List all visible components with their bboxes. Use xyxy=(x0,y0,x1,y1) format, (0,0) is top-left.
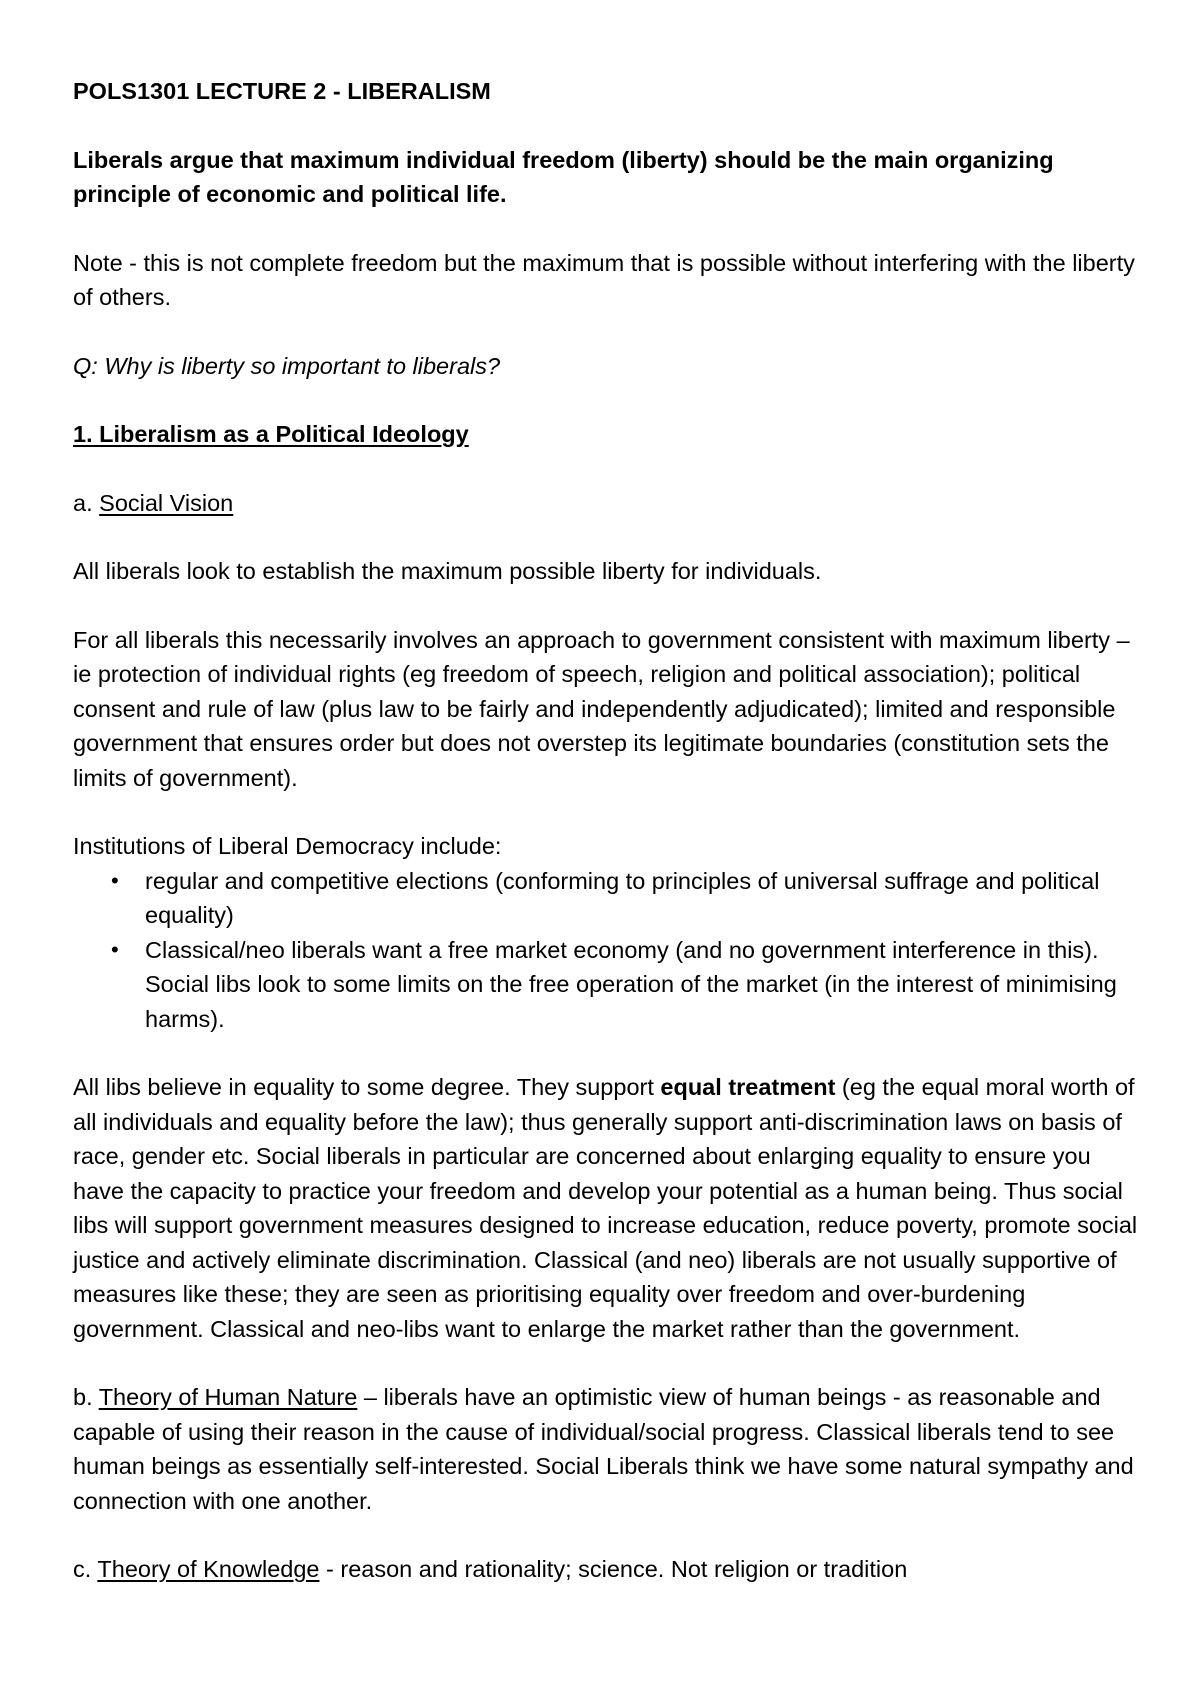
document-page xyxy=(73,74,1143,1587)
bullet-icon: • xyxy=(111,867,119,893)
subsection-c-label: Theory of Knowledge xyxy=(97,1556,320,1582)
intro-statement: Liberals argue that maximum individual freedom (liberty) should be the main organizing principle of economic and political life. xyxy=(73,146,1054,207)
question-line: Q: Why is liberty so important to liberals? xyxy=(73,352,501,379)
subsection-b-label: Theory of Human Nature xyxy=(98,1384,358,1410)
document-title: POLS1301 LECTURE 2 - LIBERALISM xyxy=(73,78,491,104)
equality-text-before: All libs believe in equality to some degree. They support xyxy=(73,1074,661,1100)
note-paragraph: Note - this is not complete freedom but the maximum that is possible without interfering with the liberty of others. xyxy=(73,249,1135,310)
bullet-icon: • xyxy=(111,936,119,962)
equal-treatment-term: equal treatment xyxy=(660,1074,836,1100)
subsection-c-text: - reason and rationality; science. Not religion or tradition xyxy=(319,1556,908,1582)
social-vision-paragraph-2: For all liberals this necessarily involves an approach to government consistent with maximum liberty – ie protection of individual rights (eg freedom of speech, religion and political association); political consent and rule of law (plus law to be fairly and independently adjudicated); limited and responsible government that ensures order but does not overstep its legitimate boundaries (constitution sets the limits of government). xyxy=(73,626,1130,791)
human-nature-paragraph xyxy=(73,1380,1143,1518)
institutions-intro: Institutions of Liberal Democracy include: xyxy=(73,833,502,859)
equality-paragraph xyxy=(73,1070,1143,1346)
section-heading: 1. Liberalism as a Political Ideology xyxy=(73,421,469,447)
subsection-b-prefix: b. xyxy=(73,1384,99,1410)
knowledge-paragraph xyxy=(73,1552,1143,1587)
list-item xyxy=(73,864,1143,933)
equality-text-after: (eg the equal moral worth of all individuals and equality before the law); thus generally support anti-discrimination laws on basis of race, gender etc. Social liberals in particular are concerned about enlarging equality to ensure you have the capacity to practice your freedom and develop your potential as a human being. Thus social libs will support government measures designed to increase education, reduce poverty, promote social justice and actively eliminate discrimination. Classical (and neo) liberals are not usually supportive of measures like these; they are seen as prioritising equality over freedom and over-burdening government. Classical and neo-libs want to enlarge the market rather than the government. xyxy=(73,1074,1138,1342)
social-vision-paragraph-1: All liberals look to establish the maximum possible liberty for individuals. xyxy=(73,558,822,584)
subsection-c-prefix: c. xyxy=(73,1556,98,1582)
institutions-list xyxy=(73,864,1143,1037)
list-item-text: Classical/neo liberals want a free market economy (and no government interference in this). Social libs look to some limits on the free operation of the market (in the interest of minimising harms). xyxy=(145,936,1117,1032)
subsection-a-label: Social Vision xyxy=(99,489,234,516)
subsection-a-prefix: a. xyxy=(73,489,100,516)
subsection-b-text: – liberals have an optimistic view of human beings - as reasonable and capable of using their reason in the cause of individual/social progress. Classical liberals tend to see human beings as essentially self-interested. Social Liberals think we have some natural sympathy and connection with one another. xyxy=(73,1384,1134,1514)
list-item-text: regular and competitive elections (conforming to principles of universal suffrage and political equality) xyxy=(145,867,1100,928)
list-item xyxy=(73,933,1143,1037)
subsection-a-heading xyxy=(73,486,1143,521)
